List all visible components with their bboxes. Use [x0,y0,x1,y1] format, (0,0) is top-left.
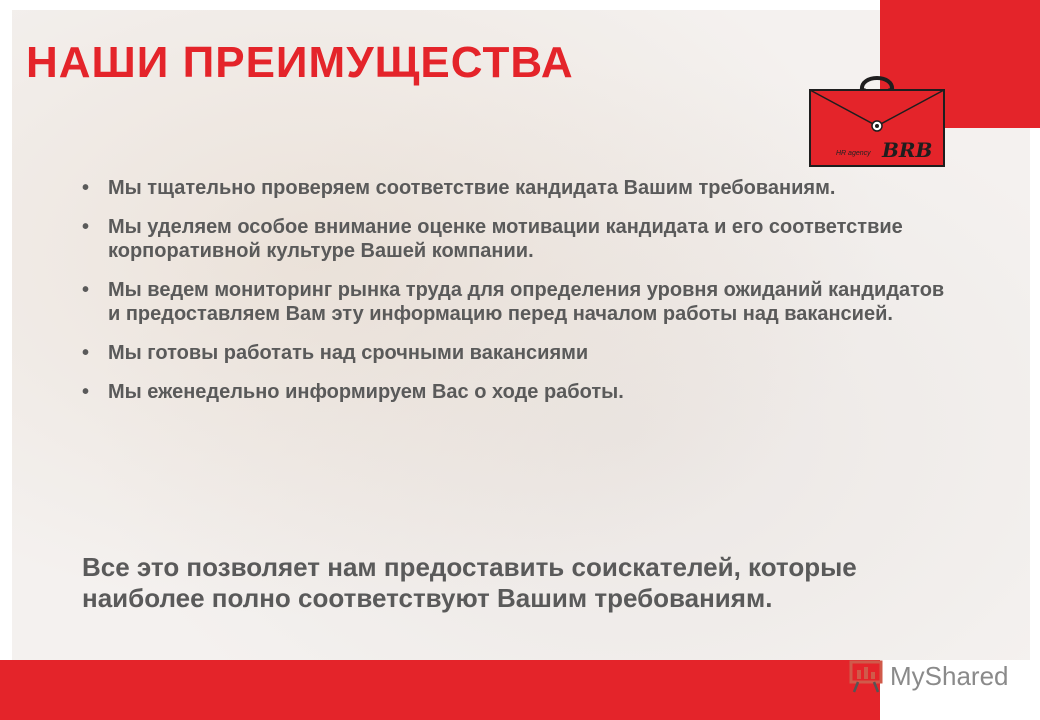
bullet-marker: • [82,381,90,403]
list-item-text: Мы тщательно проверяем соответствие кандидата Вашим требованиям. [108,177,836,199]
list-item-text: Мы еженедельно информируем Вас о ходе работы. [108,381,624,403]
advantages-list [82,176,962,419]
bullet-marker: • [82,177,90,199]
logo-tagline: HR agency [836,150,871,157]
slide-title: НАШИ ПРЕИМУЩЕСТВА [26,38,574,87]
list-item [82,176,962,200]
left-border [0,0,12,720]
right-border [1030,128,1040,720]
summary-text: Все это позволяет нам предоставить соискателей, которые наиболее полно соответствуют Вашим требованиям. [82,552,857,613]
list-item [82,215,962,263]
list-item [82,278,962,326]
bullet-marker: • [82,279,90,301]
bottom-red-band [0,660,880,720]
logo-brand: BRB [882,138,933,162]
list-item-text: Мы уделяем особое внимание оценке мотивации кандидата и его соответствие корпоративной культуре Вашей компании. [108,216,903,262]
list-item-text: Мы готовы работать над срочными вакансиями [108,342,589,364]
list-item [82,341,962,365]
watermark-link[interactable] [848,656,1009,696]
bullet-marker: • [82,342,90,364]
bullet-marker: • [82,216,90,238]
list-item-text: Мы ведем мониторинг рынка труда для определения уровня ожиданий кандидатов и предоставляем Вам эту информацию перед началом работы над вакансией. [108,279,945,325]
list-item [82,380,962,404]
watermark-text: MyShared [890,660,1009,691]
presentation-board-icon [848,659,884,693]
